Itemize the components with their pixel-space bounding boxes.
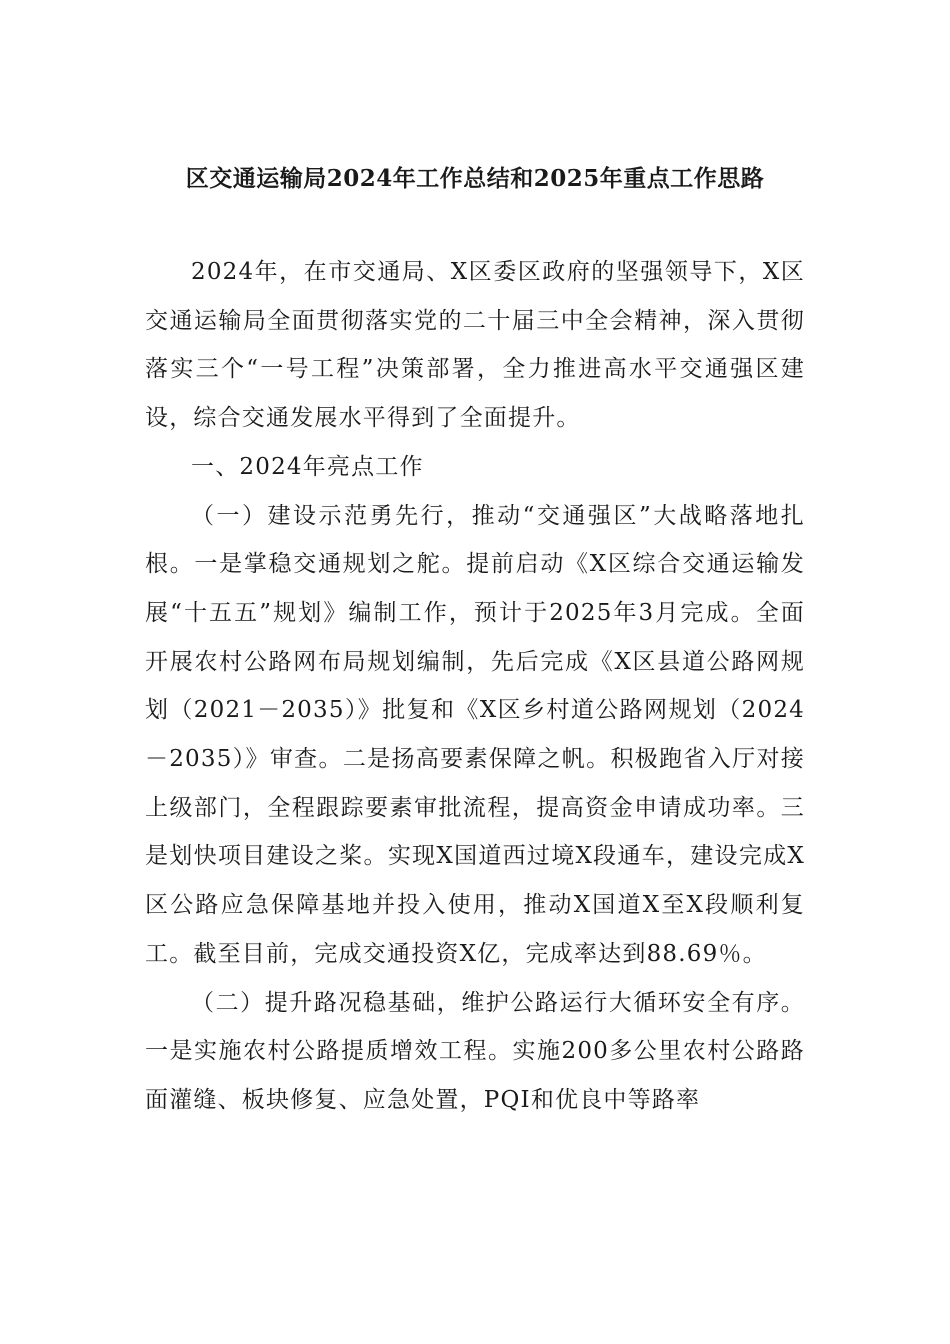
section-heading-highlights: 一、2024年亮点工作 xyxy=(191,453,424,480)
subsection-paragraph-2: （二）提升路况稳基础，维护公路运行大循环安全有序。一是实施农村公路提质增效工程。实施200多公里农村公路路面灌缝、板块修复、应急处置，PQI和优良中等路率 xyxy=(145,989,805,1113)
subsection-paragraph-1: （一）建设示范勇先行，推动“交通强区”大战略落地扎根。一是掌稳交通规划之舵。提前启动《X区综合交通运输发展“十五五”规划》编制工作，预计于2025年3月完成。全面开展农村公路网布局规划编制，先后完成《X区县道公路网规划（2021－2035）》批复和《X区乡村道公路网规划（2024－2035）》审查。二是扬高要素保障之帆。积极跑省入厅对接上级部门，全程跟踪要素审批流程，提高资金申请成功率。三是划快项目建设之桨。实现X国道西过境X段通车，建设完成X区公路应急保障基地并投入使用，推动X国道X至X段顺利复工。截至目前，完成交通投资X亿，完成率达到88.69％。 xyxy=(145,502,805,967)
intro-paragraph: 2024年，在市交通局、X区委区政府的坚强领导下，X区交通运输局全面贯彻落实党的二十届三中全会精神，深入贯彻落实三个“一号工程”决策部署，全力推进高水平交通强区建设，综合交通发展水平得到了全面提升。 xyxy=(145,259,805,432)
document-title: 区交通运输局2024年工作总结和2025年重点工作思路 xyxy=(185,165,765,192)
document-body xyxy=(145,248,805,1125)
